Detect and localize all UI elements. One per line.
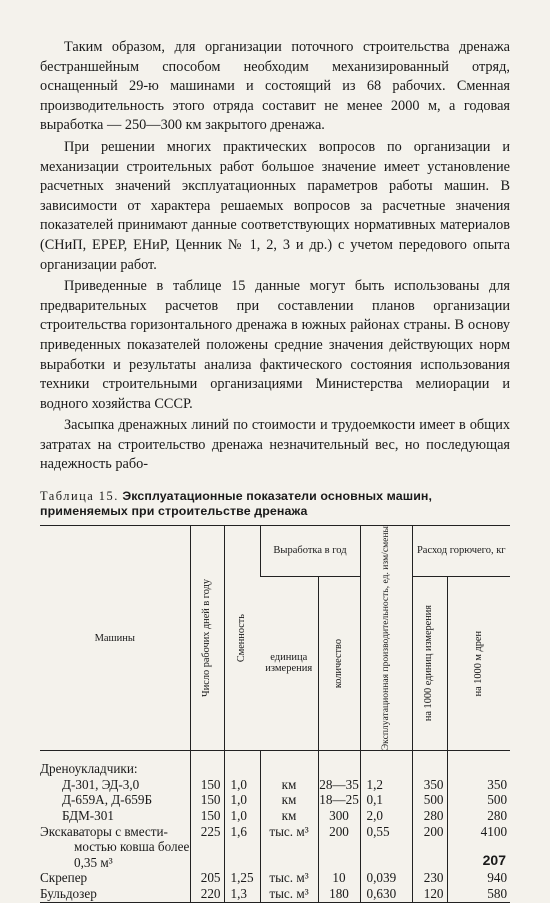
cell-days: 150 [190, 792, 224, 808]
cell-f1 [412, 839, 447, 855]
cell-f2: 280 [447, 808, 510, 824]
cell-machine-name: 0,35 м³ [74, 854, 113, 870]
cell-f2: 940 [447, 870, 510, 886]
header-unit: единица измерения [260, 576, 318, 751]
table-row [40, 808, 510, 824]
cell-machine-name: Скрепер [40, 870, 88, 886]
table-row [40, 761, 510, 777]
cell-shift [224, 761, 260, 777]
cell-machine-name: Экскаваторы с вмести- [40, 823, 168, 839]
cell-prod: 0,039 [360, 870, 412, 886]
table-row [40, 839, 510, 855]
table-caption [40, 489, 510, 519]
table-caption-text: Эксплуатационные показатели основных машин, применяемых при строительстве дренажа [40, 489, 433, 519]
table-row [40, 855, 510, 871]
cell-days: 205 [190, 870, 224, 886]
cell-days: 225 [190, 824, 224, 840]
page-body [40, 38, 510, 903]
table-row [40, 792, 510, 808]
header-productivity: Эксплуатационная производительность, ед. изм/смены [360, 526, 412, 751]
cell-prod [360, 761, 412, 777]
table-row [40, 870, 510, 886]
cell-qty: 300 [318, 808, 360, 824]
paragraph-3: Приведенные в таблице 15 данные могут быть использованы для предварительных расчетов при составлении планов организации строительства горизонтального дренажа в южных районах страны. В основу приведенных показателей положены средние значения действующих норм выработки и результаты анализа фактического состояния использования техники строительными организациями Министерства мелиорации и водного хозяйства СССР. [40, 278, 510, 412]
cell-days: 220 [190, 886, 224, 902]
cell-f2: 500 [447, 792, 510, 808]
cell-unit: тыс. м³ [260, 824, 318, 840]
cell-qty [318, 855, 360, 871]
cell-shift [224, 855, 260, 871]
cell-qty: 10 [318, 870, 360, 886]
cell-qty: 18—25 [319, 792, 359, 808]
paragraph-1: Таким образом, для организации поточного строительства дренажа бестраншейным способом необходим механизированный отряд, оснащенный 29-ю машинами и состоящий из 68 рабочих. Сменная производительность этого отряда составит не менее 2000 м, а годовая выработка — 250—300 км закрытого дренажа. [40, 39, 510, 134]
cell-qty [318, 839, 360, 855]
cell-f1: 120 [412, 886, 447, 902]
table-row [40, 777, 510, 793]
cell-prod: 0,55 [360, 824, 412, 840]
cell-unit [260, 761, 318, 777]
page-number: 207 [482, 852, 506, 868]
cell-qty [318, 761, 360, 777]
cell-shift: 1,3 [224, 886, 260, 902]
header-output-year: Выработка в год [260, 526, 360, 577]
cell-f1: 280 [412, 808, 447, 824]
header-fuel: Расход горючего, кг [412, 526, 510, 577]
cell-shift: 1,25 [224, 870, 260, 886]
cell-machine-name: Бульдозер [40, 886, 190, 902]
cell-shift: 1,0 [224, 777, 260, 793]
cell-f1: 350 [412, 777, 447, 793]
cell-prod: 2,0 [360, 808, 412, 824]
cell-prod: 0,1 [360, 792, 412, 808]
table-caption-lead: Таблица 15. [40, 489, 119, 504]
cell-days [190, 761, 224, 777]
cell-f1 [412, 855, 447, 871]
header-fuel-per-km: на 1000 м дрен [447, 576, 510, 751]
cell-qty: 200 [318, 824, 360, 840]
cell-qty: 180 [318, 886, 360, 902]
cell-prod [360, 855, 412, 871]
cell-f2 [447, 761, 510, 777]
cell-days [190, 855, 224, 871]
cell-unit [260, 855, 318, 871]
header-qty: количество [318, 576, 360, 751]
header-days: Число рабочих дней в году [190, 526, 224, 751]
cell-f1: 500 [412, 792, 447, 808]
cell-machine-name: Дреноукладчики: [40, 761, 138, 777]
cell-machine-name: Д-301, ЭД-3,0 [62, 776, 140, 792]
cell-qty: 28—35 [319, 776, 359, 792]
cell-f1: 230 [412, 870, 447, 886]
cell-prod: 1,2 [360, 777, 412, 793]
cell-f1 [412, 761, 447, 777]
cell-f2: 350 [447, 777, 510, 793]
machines-table [40, 525, 510, 903]
paragraph-2: При решении многих практических вопросов по организации и механизации строительных работ большое значение имеет установление расчетных значений эксплуатационных параметров работы машин. В зависимости от характера решаемых вопросов за расчетные значения показателей принимают данные соответствующих нормативных материалов (СНиП, ЕРЕР, ЕНиР, Ценник № 1, 2, 3 и др.) с учетом передового опыта организации работ. [40, 138, 510, 273]
cell-f1: 200 [412, 824, 447, 840]
cell-f2: 4100 [447, 824, 510, 840]
cell-unit: км [260, 777, 318, 793]
cell-f2: 580 [447, 886, 510, 902]
cell-unit: тыс. м³ [260, 886, 318, 902]
cell-shift: 1,0 [224, 808, 260, 824]
cell-shift: 1,6 [224, 824, 260, 840]
cell-machine-name: БДМ-301 [62, 808, 114, 823]
table-row [40, 824, 510, 840]
cell-shift [224, 839, 260, 855]
cell-shift: 1,0 [224, 792, 260, 808]
header-fuel-per-unit: на 1000 единиц измерения [412, 576, 447, 751]
cell-days: 150 [190, 777, 224, 793]
cell-unit: км [260, 792, 318, 808]
cell-machine-name: мостью ковша более [74, 839, 190, 855]
cell-unit [260, 839, 318, 855]
cell-prod: 0,630 [360, 886, 412, 902]
header-shift: Сменность [224, 526, 260, 751]
paragraph-4: Засыпка дренажных линий по стоимости и трудоемкости имеет в общих затратах на строительство дренажа незначительный вес, но последующая надежность рабо- [40, 417, 510, 473]
cell-machine-name: Д-659А, Д-659Б [62, 792, 153, 808]
cell-days [190, 839, 224, 855]
cell-days: 150 [190, 808, 224, 824]
cell-prod [360, 839, 412, 855]
cell-unit: тыс. м³ [260, 870, 318, 886]
header-machines: Машины [40, 526, 190, 751]
cell-unit: км [260, 808, 318, 824]
